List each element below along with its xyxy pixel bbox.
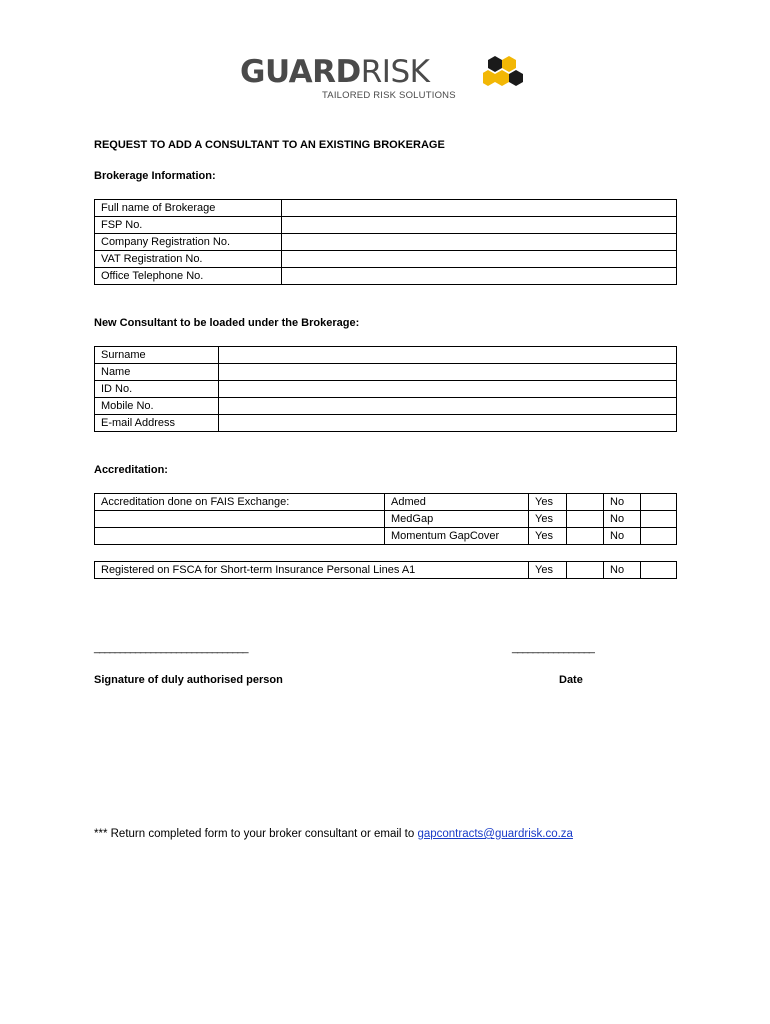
table-row <box>95 234 677 251</box>
date-label: Date <box>559 674 583 686</box>
vat-reg-field[interactable] <box>282 251 677 268</box>
form-title: REQUEST TO ADD A CONSULTANT TO AN EXISTING BROKERAGE <box>94 139 445 151</box>
fsca-yes-checkbox[interactable] <box>567 562 604 579</box>
medgap-no-checkbox[interactable] <box>641 511 677 528</box>
table-row <box>95 511 677 528</box>
accreditation-table <box>94 493 677 545</box>
date-line[interactable]: ________________ <box>512 642 594 654</box>
accreditation-heading: Accreditation: <box>94 464 168 476</box>
fsp-no-field[interactable] <box>282 217 677 234</box>
fsca-no-checkbox[interactable] <box>641 562 677 579</box>
table-row <box>95 562 677 579</box>
table-row <box>95 528 677 545</box>
table-row <box>95 217 677 234</box>
brokerage-label: VAT Registration No. <box>95 251 282 268</box>
logo-word-risk: RISK <box>360 54 430 90</box>
consultant-label: E-mail Address <box>95 415 219 432</box>
consultant-table <box>94 346 677 432</box>
consultant-heading: New Consultant to be loaded under the Brokerage: <box>94 317 360 329</box>
email-link[interactable]: gapcontracts@guardrisk.co.za <box>417 828 573 840</box>
company-reg-field[interactable] <box>282 234 677 251</box>
admed-yes-checkbox[interactable] <box>567 494 604 511</box>
yes-label: Yes <box>529 494 567 511</box>
brokerage-label: FSP No. <box>95 217 282 234</box>
brokerage-heading: Brokerage Information: <box>94 170 216 182</box>
accreditation-blank <box>95 511 385 528</box>
table-row <box>95 200 677 217</box>
name-field[interactable] <box>219 364 677 381</box>
scheme-name: MedGap <box>385 511 529 528</box>
office-telephone-field[interactable] <box>282 268 677 285</box>
consultant-label: Mobile No. <box>95 398 219 415</box>
footer-text: *** Return completed form to your broker consultant or email to <box>94 828 418 840</box>
momentum-no-checkbox[interactable] <box>641 528 677 545</box>
no-label: No <box>604 562 641 579</box>
accreditation-label: Accreditation done on FAIS Exchange: <box>95 494 385 511</box>
yes-label: Yes <box>529 511 567 528</box>
signature-line[interactable]: ______________________________ <box>94 642 248 654</box>
admed-no-checkbox[interactable] <box>641 494 677 511</box>
fsca-table <box>94 561 677 579</box>
mobile-no-field[interactable] <box>219 398 677 415</box>
scheme-name: Admed <box>385 494 529 511</box>
table-row <box>95 251 677 268</box>
brokerage-label: Office Telephone No. <box>95 268 282 285</box>
logo-tagline: TAILORED RISK SOLUTIONS <box>322 90 456 101</box>
table-row <box>95 415 677 432</box>
table-row <box>95 494 677 511</box>
consultant-label: ID No. <box>95 381 219 398</box>
guardrisk-logo <box>238 50 538 104</box>
table-row <box>95 398 677 415</box>
no-label: No <box>604 511 641 528</box>
table-row <box>95 347 677 364</box>
logo-word-guard: GUARD <box>240 54 361 90</box>
consultant-label: Surname <box>95 347 219 364</box>
table-row <box>95 268 677 285</box>
signature-label: Signature of duly authorised person <box>94 674 283 686</box>
scheme-name: Momentum GapCover <box>385 528 529 545</box>
honeycomb-logo-icon <box>483 54 529 94</box>
momentum-yes-checkbox[interactable] <box>567 528 604 545</box>
table-row <box>95 364 677 381</box>
email-address-field[interactable] <box>219 415 677 432</box>
no-label: No <box>604 494 641 511</box>
brokerage-table <box>94 199 677 285</box>
yes-label: Yes <box>529 562 567 579</box>
yes-label: Yes <box>529 528 567 545</box>
table-row <box>95 381 677 398</box>
medgap-yes-checkbox[interactable] <box>567 511 604 528</box>
no-label: No <box>604 528 641 545</box>
id-no-field[interactable] <box>219 381 677 398</box>
footer-note <box>94 828 573 840</box>
fsca-label: Registered on FSCA for Short-term Insurance Personal Lines A1 <box>95 562 529 579</box>
accreditation-blank <box>95 528 385 545</box>
surname-field[interactable] <box>219 347 677 364</box>
brokerage-name-field[interactable] <box>282 200 677 217</box>
consultant-label: Name <box>95 364 219 381</box>
logo-wordmark <box>240 52 429 92</box>
brokerage-label: Company Registration No. <box>95 234 282 251</box>
brokerage-label: Full name of Brokerage <box>95 200 282 217</box>
